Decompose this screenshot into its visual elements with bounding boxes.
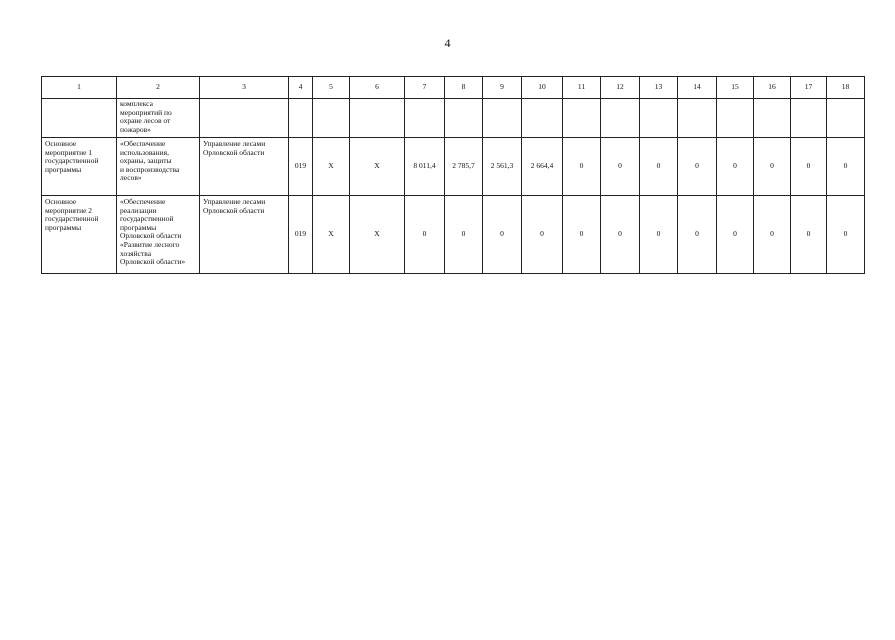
table-cell-value: X bbox=[313, 196, 350, 274]
table-cell-value: 0 bbox=[601, 138, 640, 196]
table-cell-status: Основное мероприятие 1 государственной программы bbox=[42, 138, 117, 196]
table-cell-value: 0 bbox=[827, 138, 865, 196]
table-cell-value: X bbox=[313, 138, 350, 196]
header-cell: 6 bbox=[350, 77, 405, 99]
table-cell bbox=[640, 99, 678, 138]
budget-table bbox=[41, 76, 865, 274]
table-row-continuation bbox=[42, 99, 865, 138]
table-cell-status: Основное мероприятие 2 государственной программы bbox=[42, 196, 117, 274]
table-cell-value: 0 bbox=[640, 138, 678, 196]
table-cell-value: X bbox=[350, 196, 405, 274]
table-cell-value: 0 bbox=[827, 196, 865, 274]
header-cell: 2 bbox=[117, 77, 200, 99]
header-cell: 9 bbox=[483, 77, 522, 99]
table-cell-value: 0 bbox=[678, 196, 717, 274]
table-cell-value: 2 785,7 bbox=[445, 138, 483, 196]
header-cell: 17 bbox=[791, 77, 827, 99]
table-row bbox=[42, 196, 865, 274]
table-cell-value: 019 bbox=[289, 138, 313, 196]
table-cell-value: 0 bbox=[563, 138, 601, 196]
table-cell-value: 0 bbox=[640, 196, 678, 274]
table-cell-responsible: Управление лесами Орловской области bbox=[200, 138, 289, 196]
table-row bbox=[42, 138, 865, 196]
table-cell bbox=[522, 99, 563, 138]
table-cell bbox=[678, 99, 717, 138]
header-cell: 15 bbox=[717, 77, 754, 99]
table-cell-description: «Обеспечение реализации государственной программы Орловской области «Развитие лесного хозяйства Орловской области» bbox=[117, 196, 200, 274]
table-cell bbox=[42, 99, 117, 138]
table-cell-value: 0 bbox=[791, 196, 827, 274]
table-cell-value: 0 bbox=[445, 196, 483, 274]
header-cell: 14 bbox=[678, 77, 717, 99]
table-cell bbox=[289, 99, 313, 138]
table-cell bbox=[827, 99, 865, 138]
table-cell-description: «Обеспечение использования, охраны, защиты и воспроизводства лесов» bbox=[117, 138, 200, 196]
table-cell bbox=[717, 99, 754, 138]
table-cell-value: 0 bbox=[522, 196, 563, 274]
table-cell-description: комплекса мероприятий по охране лесов от пожаров» bbox=[117, 99, 200, 138]
table-cell bbox=[405, 99, 445, 138]
header-cell: 10 bbox=[522, 77, 563, 99]
header-cell: 16 bbox=[754, 77, 791, 99]
header-cell: 4 bbox=[289, 77, 313, 99]
table-cell bbox=[754, 99, 791, 138]
table-cell-value: 0 bbox=[563, 196, 601, 274]
table-cell bbox=[601, 99, 640, 138]
table-cell-value: 8 011,4 bbox=[405, 138, 445, 196]
header-cell: 8 bbox=[445, 77, 483, 99]
table-cell-value: 0 bbox=[754, 138, 791, 196]
header-cell: 5 bbox=[313, 77, 350, 99]
table-cell bbox=[791, 99, 827, 138]
header-cell: 18 bbox=[827, 77, 865, 99]
table-cell bbox=[313, 99, 350, 138]
table-cell-value: 0 bbox=[678, 138, 717, 196]
table-cell-value: 0 bbox=[791, 138, 827, 196]
table-cell bbox=[483, 99, 522, 138]
table-cell bbox=[200, 99, 289, 138]
header-cell: 7 bbox=[405, 77, 445, 99]
header-cell: 12 bbox=[601, 77, 640, 99]
table-cell-value: 0 bbox=[717, 138, 754, 196]
table-cell-value: 0 bbox=[717, 196, 754, 274]
header-cell: 13 bbox=[640, 77, 678, 99]
table-cell bbox=[563, 99, 601, 138]
table-cell-value: 0 bbox=[754, 196, 791, 274]
page-number: 4 bbox=[444, 36, 451, 50]
header-cell: 3 bbox=[200, 77, 289, 99]
table-cell-value: 019 bbox=[289, 196, 313, 274]
table-header-row bbox=[42, 77, 865, 99]
table-cell bbox=[445, 99, 483, 138]
table-cell-value: 2 664,4 bbox=[522, 138, 563, 196]
header-cell: 11 bbox=[563, 77, 601, 99]
table-cell-value: 0 bbox=[405, 196, 445, 274]
table-cell-value: 0 bbox=[483, 196, 522, 274]
table-cell-value: X bbox=[350, 138, 405, 196]
header-cell: 1 bbox=[42, 77, 117, 99]
table-cell-responsible: Управление лесами Орловской области bbox=[200, 196, 289, 274]
table-cell-value: 0 bbox=[601, 196, 640, 274]
table-cell-value: 2 561,3 bbox=[483, 138, 522, 196]
table-cell bbox=[350, 99, 405, 138]
